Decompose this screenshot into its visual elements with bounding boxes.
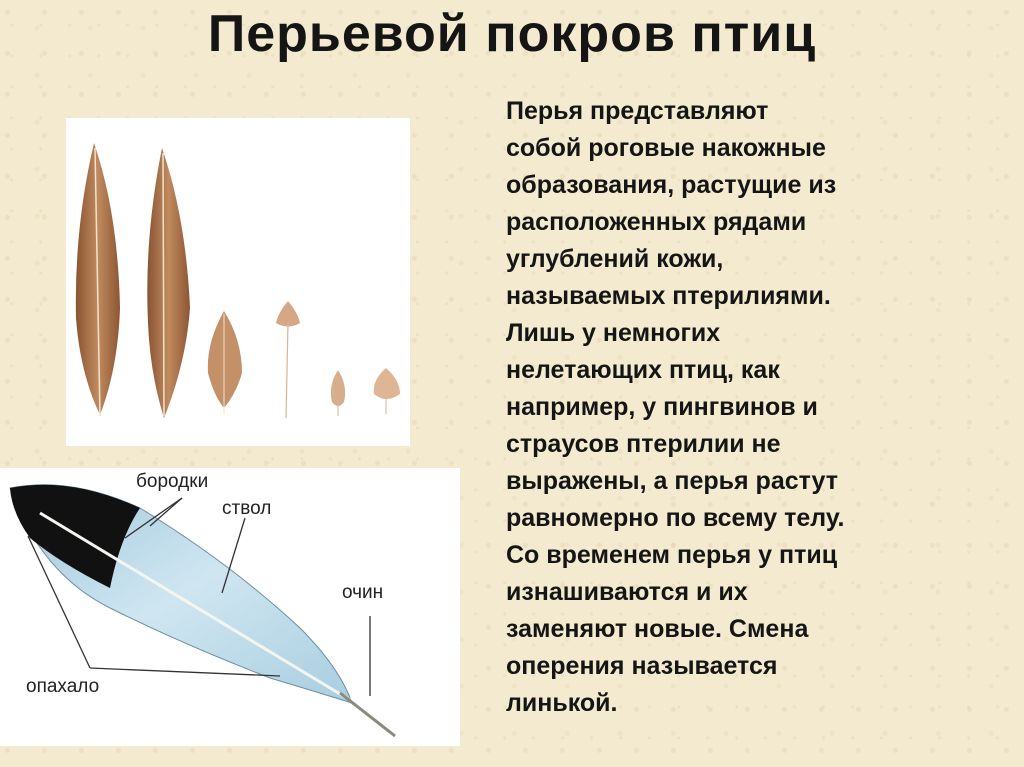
label-barbs: бородки: [136, 471, 209, 492]
label-quill: очин: [342, 582, 384, 603]
feather-quill: [340, 693, 395, 736]
description-text: Перья представляют собой роговые накожные образования, растущие из расположенных рядами углублений кожи, называемых птерилиями. Лишь у немногих нелетающих птиц, как например, у пингвинов и страусов птерилии не выражены, а перья растут равномерно по всему телу. Со временем перья у птиц изнашиваются и их заменяют новые. Смена оперения называется линькой.: [506, 97, 845, 717]
filoplume-feather: [276, 301, 300, 418]
covert-feather: [208, 311, 242, 414]
down-feather-2: [374, 368, 400, 414]
down-feather-1: [331, 370, 345, 416]
contour-feather-2: [147, 148, 190, 418]
label-shaft: ствол: [222, 498, 272, 519]
slide-title: Перьевой покров птиц: [207, 5, 817, 63]
contour-feather-1: [76, 143, 120, 416]
feather-types-image: [66, 118, 410, 446]
label-vane: опахало: [26, 676, 100, 697]
feather-structure-diagram: [0, 468, 460, 746]
